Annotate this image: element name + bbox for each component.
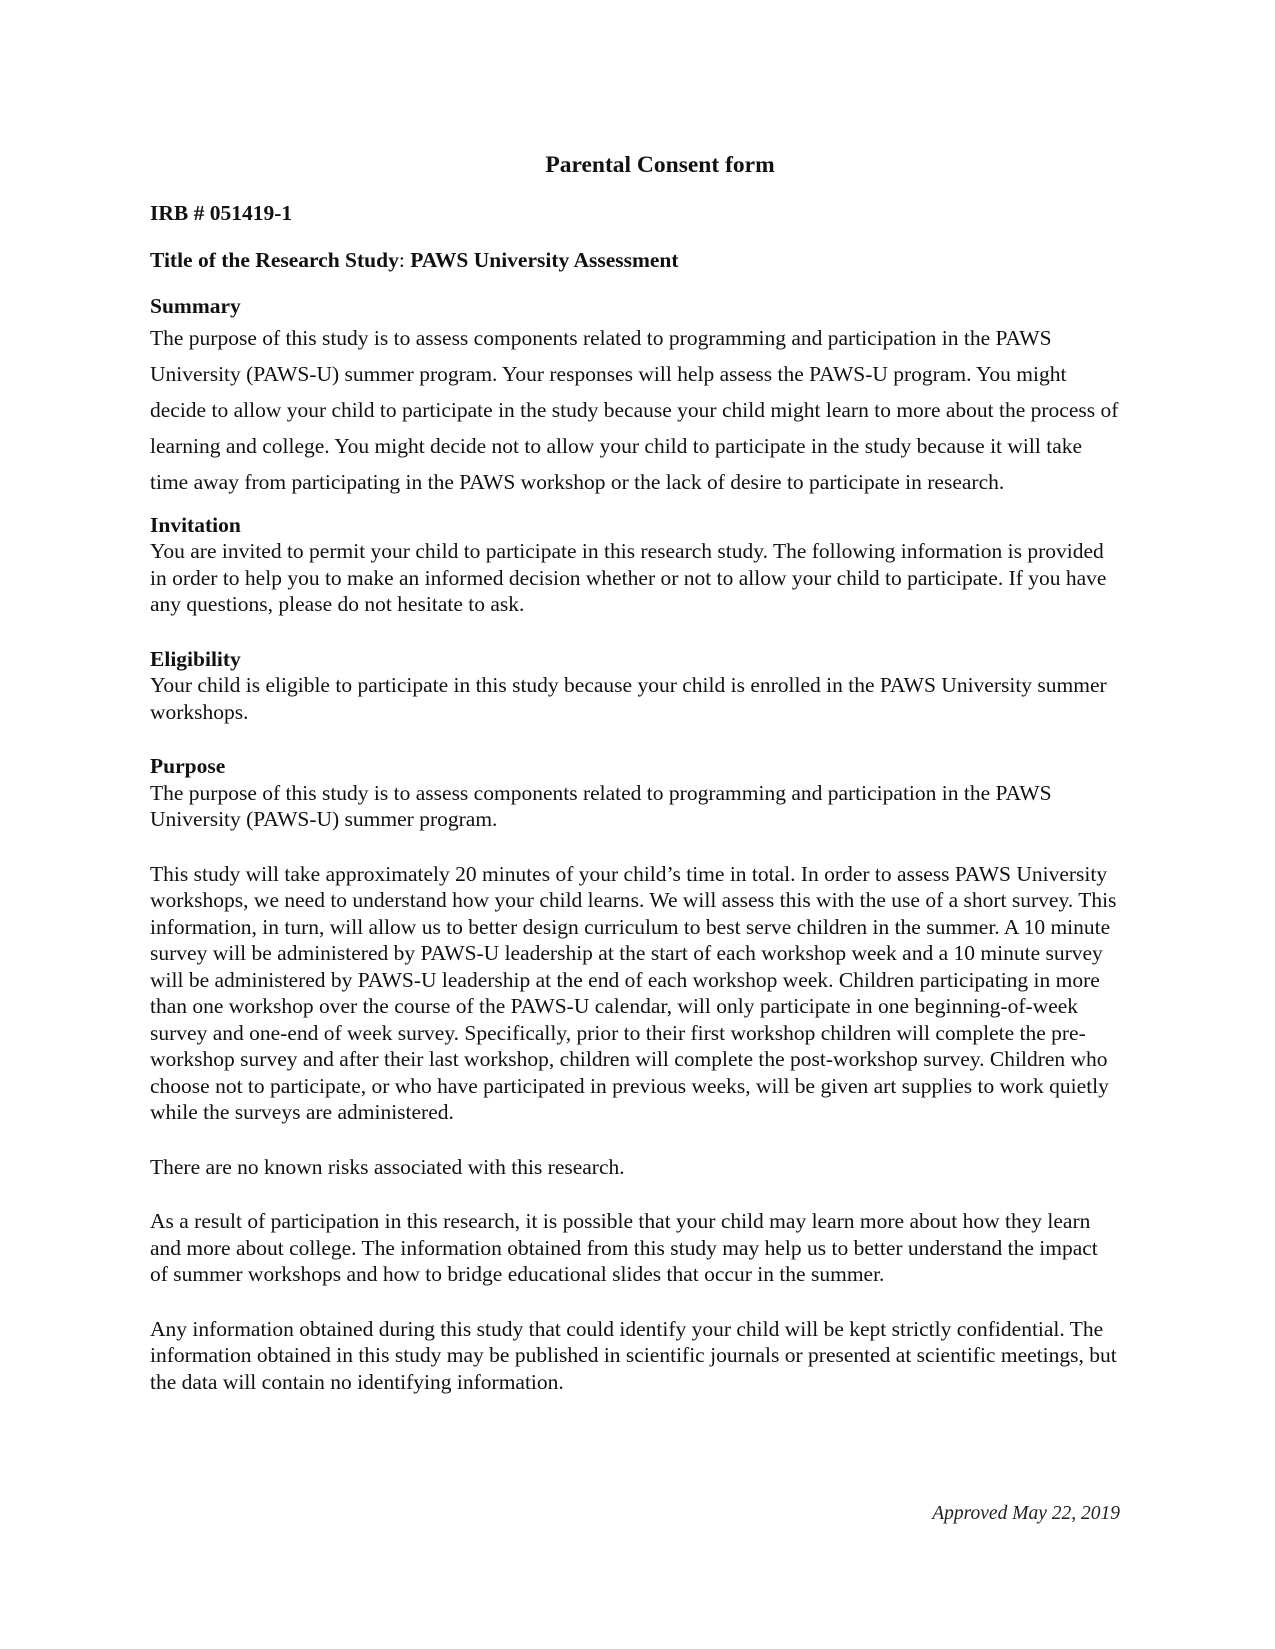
eligibility-body: Your child is eligible to participate in this study because your child is enrolled in the PAWS University summer workshops.	[150, 673, 1107, 724]
confidentiality-paragraph: Any information obtained during this study that could identify your child will be kept strictly confidential. The information obtained in this study may be published in scientific journals or presented at scientific meetings, but the data will contain no identifying information.	[150, 1316, 1117, 1394]
summary-body: The purpose of this study is to assess components related to programming and participation in the PAWS University (PAWS-U) summer program. Your responses will help assess the PAWS-U program. You might decide to allow your child to participate in the study because your child might learn to more about the process of learning and college. You might decide not to allow your child to participate in the study because it will take time away from participating in the PAWS workshop or the lack of desire to participate in research.	[150, 325, 1119, 494]
invitation-body: You are invited to permit your child to participate in this research study. The following information is provided in order to help you to make an informed decision whether or not to allow your child to participate. If you have any questions, please do not hesitate to ask.	[150, 539, 1107, 616]
study-title-line	[150, 247, 1120, 274]
summary-heading: Summary	[150, 294, 241, 318]
approval-footer: Approved May 22, 2019	[932, 1503, 1120, 1524]
page-title: Parental Consent form	[545, 152, 775, 178]
eligibility-heading: Eligibility	[150, 646, 241, 671]
study-title-label: Title of the Research Study	[150, 247, 399, 272]
risks-paragraph: There are no known risks associated with this research.	[150, 1154, 625, 1179]
procedure-paragraph: This study will take approximately 20 minutes of your child’s time in total. In order to assess PAWS University workshops, we need to understand how your child learns. We will assess this with the use of a short survey. This information, in turn, will allow us to better design curriculum to best serve children in the summer. A 10 minute survey will be administered by PAWS-U leadership at the start of each workshop week and a 10 minute survey will be administered by PAWS-U leadership at the end of each workshop week. Children participating in more than one workshop over the course of the PAWS-U calendar, will only participate in one beginning-of-week survey and one-end of week survey. Specifically, prior to their first workshop children will complete the pre-workshop survey and after their last workshop, children will complete the post-workshop survey. Children who choose not to participate, or who have participated in previous weeks, will be given art supplies to work quietly while the surveys are administered.	[150, 861, 1117, 1124]
study-title-value: PAWS University Assessment	[410, 247, 679, 272]
purpose-body: The purpose of this study is to assess components related to programming and participation in the PAWS University (PAWS-U) summer program.	[150, 780, 1052, 831]
irb-number: IRB # 051419-1	[150, 201, 293, 225]
invitation-heading: Invitation	[150, 512, 241, 537]
purpose-heading: Purpose	[150, 754, 226, 778]
consent-document	[150, 150, 1120, 1421]
benefits-paragraph: As a result of participation in this research, it is possible that your child may learn more about how they learn and more about college. The information obtained from this study may help us to better understand the impact of summer workshops and how to bridge educational slides that occur in the summer.	[150, 1209, 1098, 1286]
study-title-separator: :	[398, 247, 411, 272]
